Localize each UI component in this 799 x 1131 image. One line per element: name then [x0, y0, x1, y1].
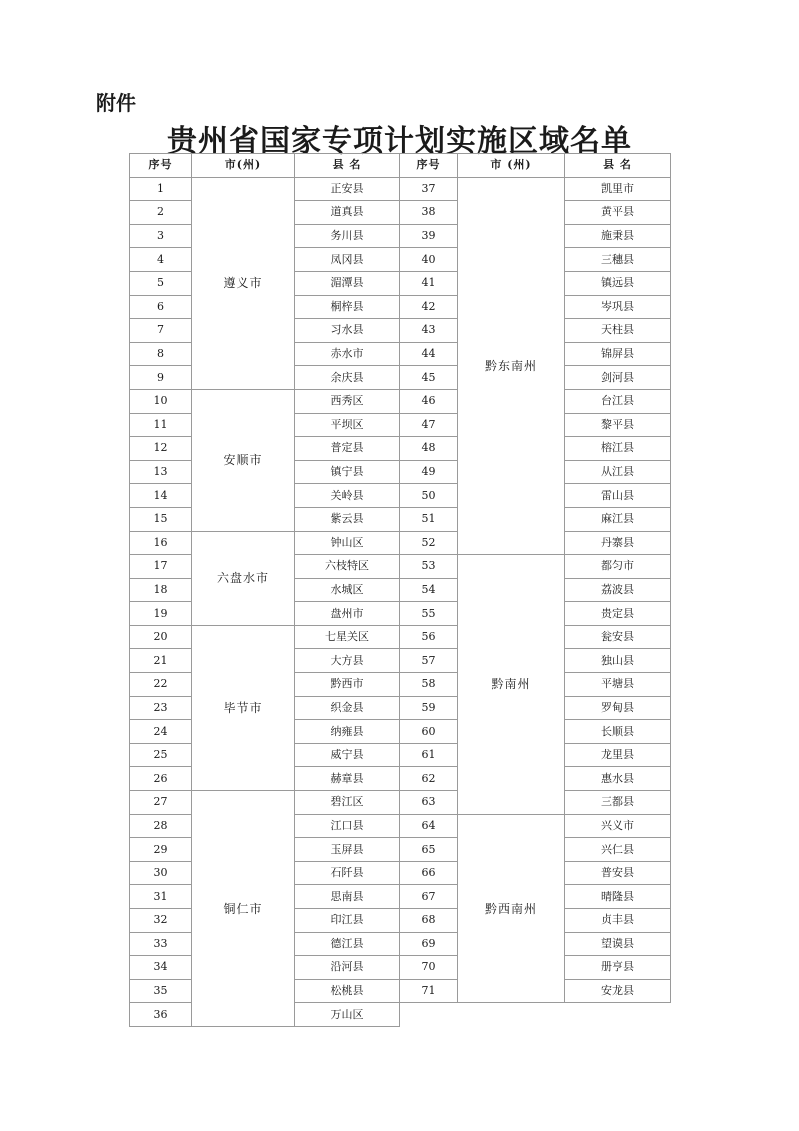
county-cell: 沿河县 — [295, 956, 400, 980]
row-number: 29 — [130, 838, 192, 862]
county-cell: 关岭县 — [295, 484, 400, 508]
row-number: 9 — [130, 366, 192, 390]
county-cell: 松桃县 — [295, 979, 400, 1003]
county-cell: 石阡县 — [295, 861, 400, 885]
table-header-row — [400, 154, 671, 178]
county-cell: 凯里市 — [565, 177, 671, 201]
row-number: 22 — [130, 673, 192, 697]
county-cell: 镇宁县 — [295, 460, 400, 484]
row-number: 64 — [400, 814, 458, 838]
city-cell: 铜仁市 — [192, 791, 295, 1027]
row-number: 39 — [400, 224, 458, 248]
row-number: 44 — [400, 342, 458, 366]
county-cell: 余庆县 — [295, 366, 400, 390]
row-number: 20 — [130, 625, 192, 649]
county-cell: 瓮安县 — [565, 625, 671, 649]
county-cell: 务川县 — [295, 224, 400, 248]
county-cell: 黄平县 — [565, 201, 671, 225]
table-row — [130, 791, 400, 815]
city-cell: 六盘水市 — [192, 531, 295, 625]
row-number: 31 — [130, 885, 192, 909]
county-cell: 龙里县 — [565, 743, 671, 767]
county-cell: 纳雍县 — [295, 720, 400, 744]
county-cell: 荔波县 — [565, 578, 671, 602]
row-number: 67 — [400, 885, 458, 909]
county-cell: 贵定县 — [565, 602, 671, 626]
row-number: 49 — [400, 460, 458, 484]
county-cell: 都匀市 — [565, 555, 671, 579]
county-cell: 普定县 — [295, 437, 400, 461]
row-number: 51 — [400, 507, 458, 531]
county-cell: 凤冈县 — [295, 248, 400, 272]
county-cell: 黎平县 — [565, 413, 671, 437]
row-number: 24 — [130, 720, 192, 744]
row-number: 12 — [130, 437, 192, 461]
county-cell: 册亨县 — [565, 956, 671, 980]
row-number: 54 — [400, 578, 458, 602]
county-cell: 德江县 — [295, 932, 400, 956]
table-row — [400, 177, 671, 201]
county-cell: 三都县 — [565, 791, 671, 815]
row-number: 42 — [400, 295, 458, 319]
county-cell: 平坝区 — [295, 413, 400, 437]
row-number: 40 — [400, 248, 458, 272]
county-cell: 独山县 — [565, 649, 671, 673]
row-number: 5 — [130, 271, 192, 295]
row-number: 7 — [130, 319, 192, 343]
city-cell: 黔南州 — [458, 555, 565, 815]
county-cell: 西秀区 — [295, 389, 400, 413]
row-number: 16 — [130, 531, 192, 555]
row-number: 60 — [400, 720, 458, 744]
row-number: 21 — [130, 649, 192, 673]
county-cell: 道真县 — [295, 201, 400, 225]
county-cell: 惠水县 — [565, 767, 671, 791]
row-number: 50 — [400, 484, 458, 508]
county-cell: 兴义市 — [565, 814, 671, 838]
county-cell: 桐梓县 — [295, 295, 400, 319]
county-cell: 岑巩县 — [565, 295, 671, 319]
header-county: 县 名 — [565, 154, 671, 178]
row-number: 34 — [130, 956, 192, 980]
county-cell: 七星关区 — [295, 625, 400, 649]
row-number: 1 — [130, 177, 192, 201]
city-cell: 安顺市 — [192, 389, 295, 531]
row-number: 52 — [400, 531, 458, 555]
row-number: 47 — [400, 413, 458, 437]
row-number: 68 — [400, 909, 458, 933]
county-cell: 紫云县 — [295, 507, 400, 531]
county-cell: 赫章县 — [295, 767, 400, 791]
row-number: 55 — [400, 602, 458, 626]
row-number: 10 — [130, 389, 192, 413]
row-number: 38 — [400, 201, 458, 225]
row-number: 27 — [130, 791, 192, 815]
city-cell: 黔西南州 — [458, 814, 565, 1003]
county-cell: 榕江县 — [565, 437, 671, 461]
county-cell: 盘州市 — [295, 602, 400, 626]
county-cell: 黔西市 — [295, 673, 400, 697]
table-row — [130, 389, 400, 413]
county-cell: 赤水市 — [295, 342, 400, 366]
county-cell: 从江县 — [565, 460, 671, 484]
county-cell: 江口县 — [295, 814, 400, 838]
table-row — [130, 625, 400, 649]
county-cell: 万山区 — [295, 1003, 400, 1027]
row-number: 3 — [130, 224, 192, 248]
county-cell: 思南县 — [295, 885, 400, 909]
table-row — [130, 177, 400, 201]
row-number: 46 — [400, 389, 458, 413]
county-cell: 水城区 — [295, 578, 400, 602]
row-number: 36 — [130, 1003, 192, 1027]
county-cell: 丹寨县 — [565, 531, 671, 555]
county-cell: 麻江县 — [565, 507, 671, 531]
attachment-label: 附件 — [96, 91, 136, 115]
row-number: 33 — [130, 932, 192, 956]
county-cell: 印江县 — [295, 909, 400, 933]
county-cell: 安龙县 — [565, 979, 671, 1003]
row-number: 57 — [400, 649, 458, 673]
row-number: 8 — [130, 342, 192, 366]
county-cell: 贞丰县 — [565, 909, 671, 933]
table-header-row — [130, 154, 400, 178]
row-number: 4 — [130, 248, 192, 272]
row-number: 13 — [130, 460, 192, 484]
county-cell: 台江县 — [565, 389, 671, 413]
row-number: 35 — [130, 979, 192, 1003]
row-number: 23 — [130, 696, 192, 720]
row-number: 53 — [400, 555, 458, 579]
row-number: 62 — [400, 767, 458, 791]
row-number: 2 — [130, 201, 192, 225]
county-cell: 施秉县 — [565, 224, 671, 248]
county-cell: 威宁县 — [295, 743, 400, 767]
row-number: 63 — [400, 791, 458, 815]
county-cell: 兴仁县 — [565, 838, 671, 862]
region-table-right — [399, 153, 671, 1003]
county-cell: 雷山县 — [565, 484, 671, 508]
row-number: 17 — [130, 555, 192, 579]
page-title: 贵州省国家专项计划实施区域名单 — [167, 124, 632, 159]
row-number: 37 — [400, 177, 458, 201]
row-number: 59 — [400, 696, 458, 720]
county-cell: 三穗县 — [565, 248, 671, 272]
county-cell: 晴隆县 — [565, 885, 671, 909]
county-cell: 锦屏县 — [565, 342, 671, 366]
county-cell: 钟山区 — [295, 531, 400, 555]
county-cell: 天柱县 — [565, 319, 671, 343]
row-number: 71 — [400, 979, 458, 1003]
county-cell: 望谟县 — [565, 932, 671, 956]
row-number: 56 — [400, 625, 458, 649]
row-number: 14 — [130, 484, 192, 508]
header-no: 序号 — [400, 154, 458, 178]
row-number: 28 — [130, 814, 192, 838]
county-cell: 习水县 — [295, 319, 400, 343]
county-cell: 镇远县 — [565, 271, 671, 295]
table-row — [130, 531, 400, 555]
row-number: 70 — [400, 956, 458, 980]
row-number: 45 — [400, 366, 458, 390]
county-cell: 碧江区 — [295, 791, 400, 815]
header-county: 县 名 — [295, 154, 400, 178]
row-number: 18 — [130, 578, 192, 602]
city-cell: 遵义市 — [192, 177, 295, 389]
region-table-left — [129, 153, 400, 1027]
county-cell: 平塘县 — [565, 673, 671, 697]
county-cell: 罗甸县 — [565, 696, 671, 720]
header-no: 序号 — [130, 154, 192, 178]
row-number: 19 — [130, 602, 192, 626]
row-number: 32 — [130, 909, 192, 933]
header-city: 市(州) — [192, 154, 295, 178]
row-number: 25 — [130, 743, 192, 767]
county-cell: 玉屏县 — [295, 838, 400, 862]
row-number: 61 — [400, 743, 458, 767]
header-city: 市 (州) — [458, 154, 565, 178]
row-number: 15 — [130, 507, 192, 531]
county-cell: 长顺县 — [565, 720, 671, 744]
row-number: 11 — [130, 413, 192, 437]
county-cell: 织金县 — [295, 696, 400, 720]
row-number: 69 — [400, 932, 458, 956]
county-cell: 大方县 — [295, 649, 400, 673]
county-cell: 六枝特区 — [295, 555, 400, 579]
row-number: 43 — [400, 319, 458, 343]
county-cell: 剑河县 — [565, 366, 671, 390]
row-number: 26 — [130, 767, 192, 791]
table-row — [400, 814, 671, 838]
table-row — [400, 555, 671, 579]
row-number: 30 — [130, 861, 192, 885]
row-number: 66 — [400, 861, 458, 885]
row-number: 6 — [130, 295, 192, 319]
row-number: 65 — [400, 838, 458, 862]
row-number: 58 — [400, 673, 458, 697]
county-cell: 普安县 — [565, 861, 671, 885]
county-cell: 正安县 — [295, 177, 400, 201]
row-number: 48 — [400, 437, 458, 461]
row-number: 41 — [400, 271, 458, 295]
county-cell: 湄潭县 — [295, 271, 400, 295]
city-cell: 黔东南州 — [458, 177, 565, 555]
city-cell: 毕节市 — [192, 625, 295, 790]
